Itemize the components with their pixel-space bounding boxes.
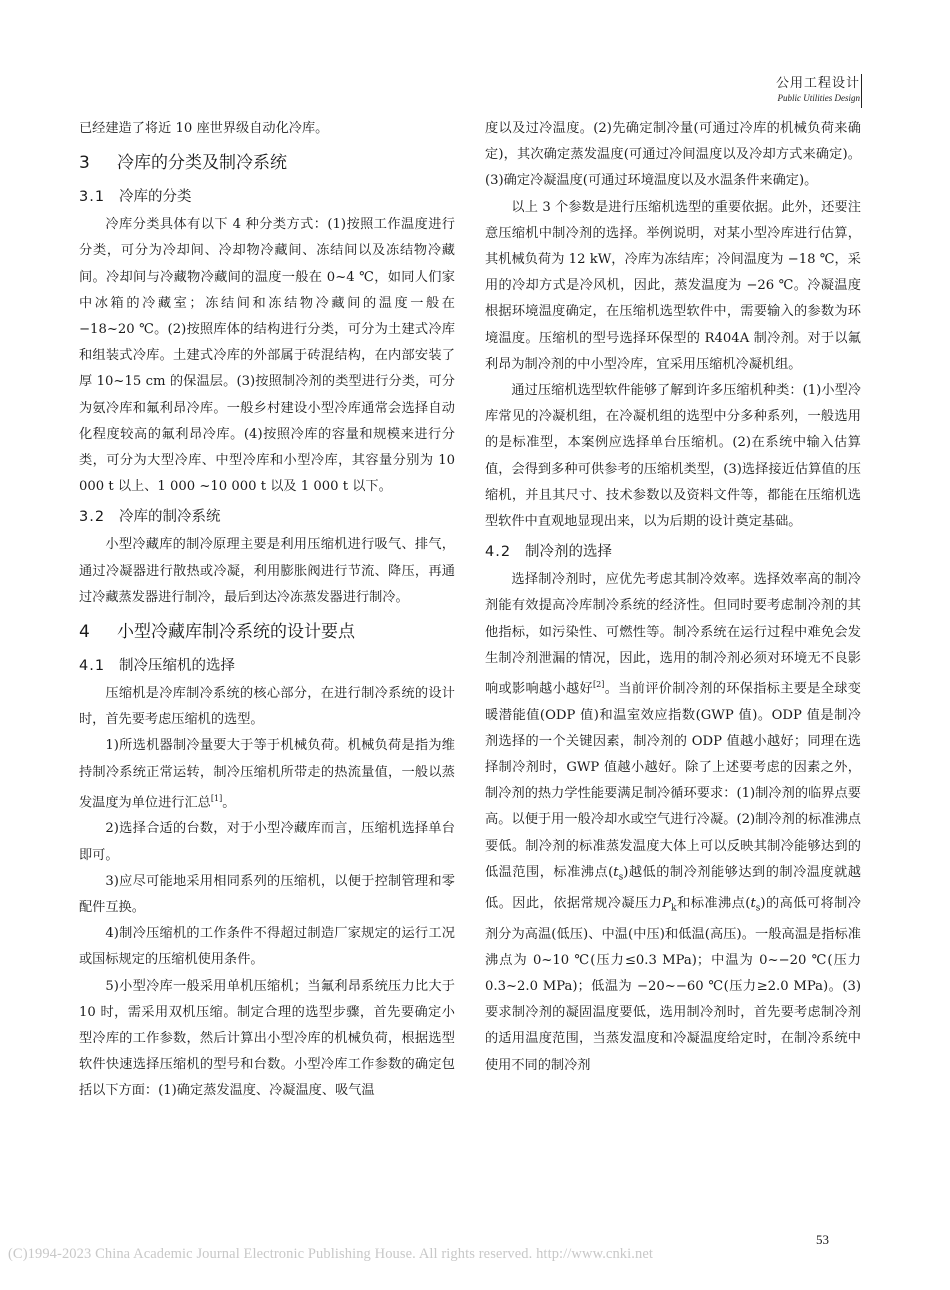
section-title: 制冷剂的选择 bbox=[525, 544, 612, 561]
paragraph bbox=[79, 733, 455, 816]
section-3-heading bbox=[79, 148, 455, 178]
citation-ref: [1] bbox=[210, 793, 223, 803]
section-4-1-heading bbox=[79, 651, 455, 681]
paragraph: 已经建造了将近 10 座世界级自动化冷库。 bbox=[79, 121, 329, 136]
section-4-heading bbox=[79, 617, 455, 647]
text-run: 选择制冷剂时，应优先考虑其制冷效率。选择效率高的制冷剂能有效提高冷库制冷系统的经济性。但同时要考虑制冷剂的其他指标，如污染性、可燃性等。制冷系统在运行过程中难免会发生制冷剂泄漏的情况，因此，选用的制冷剂必须对环境无不良影响或影响越小越好 bbox=[485, 572, 861, 697]
journal-title-en: Public Utilities Design bbox=[777, 93, 860, 103]
section-3-1-heading bbox=[79, 182, 455, 212]
journal-header bbox=[776, 76, 860, 105]
paragraph: 5)小型冷库一般采用单机压缩机；当氟利昂系统压力比大于 10 时，需采用双机压缩。制定合理的选型步骤，首先要确定小型冷库的工作参数，然后计算出小型冷库的机械负荷，根据选型软件快速选择压缩机的型号和台数。小型冷库工作参数的确定包括以下方面：(1)确定蒸发温度、冷凝温度、吸气温 bbox=[79, 978, 455, 1099]
paragraph: 小型冷藏库的制冷原理主要是利用压缩机进行吸气、排气，通过冷凝器进行散热或冷凝，利用膨胀阀进行节流、降压，再通过冷藏蒸发器进行制冷，最后到达冷冻蒸发器进行制冷。 bbox=[79, 537, 455, 605]
section-title: 冷库的分类 bbox=[119, 189, 192, 206]
paragraph: 度以及过冷温度。(2)先确定制冷量(可通过冷库的机械负荷来确定)，其次确定蒸发温度(可通过冷间温度以及冷却方式来确定)。(3)确定冷凝温度(可通过环境温度以及水温条件来确定)。 bbox=[485, 121, 861, 189]
section-number: 4.2 bbox=[485, 544, 512, 561]
section-number: 3.2 bbox=[79, 509, 106, 526]
paragraph: 2)选择合适的台数，对于小型冷藏库而言，压缩机选择单台即可。 bbox=[79, 821, 455, 863]
symbol-subscript: s bbox=[618, 872, 624, 883]
paragraph: 3)应尽可能地采用相同系列的压缩机，以便于控制管理和零配件互换。 bbox=[79, 873, 455, 916]
section-title: 冷库的制冷系统 bbox=[119, 509, 221, 526]
journal-title-cn: 公用工程设计 bbox=[775, 76, 860, 91]
paragraph: 冷库分类具体有以下 4 种分类方式：(1)按照工作温度进行分类，可分为冷却间、冷却物冷藏间、冻结间以及冻结物冷藏间。冷却间与冷藏物冷藏间的温度一般在 0~4 ℃，如同人们家中冰箱的冷藏室；冻结间和冻结物冷藏间的温度一般在 −18~20 ℃。(2)按照库体的结构进行分类，可分为土建式冷库和组装式冷库。土建式冷库的外部属于砖混结构，在内部安装了厚 10~15 cm 的保温层。(3)按照制冷剂的类型进行分类，可分为氨冷库和氟利昂冷库。一般乡村建设小型冷库通常会选择自动化程度较高的氟利昂冷库。(4)按照冷库的容量和规模来进行分类，可分为大型冷库、中型冷库和小型冷库，其容量分别为 10 000 t 以上、1 000 ~10 000 t 以及 1 000 t 以下。 bbox=[79, 217, 455, 495]
section-number: 3 bbox=[79, 153, 90, 174]
section-number: 4 bbox=[79, 622, 90, 643]
paragraph: 以上 3 个参数是进行压缩机选型的重要依据。此外，还要注意压缩机中制冷剂的选择。举例说明，对某小型冷库进行估算，其机械负荷为 12 kW，冷库为冻结库；冷间温度为 −18 ℃，采用的冷却方式是冷风机，因此，蒸发温度为 −26 ℃。冷凝温度根据环境温度确定，在压缩机选型软件中，需要输入的参数为环境温度。压缩机的型号选择环保型的 R404A 制冷剂。对于以氟利昂为制冷剂的中小型冷库，宜采用压缩机冷凝机组。 bbox=[485, 199, 861, 372]
page-number: 53 bbox=[816, 1232, 829, 1247]
text-run: 。当前评价制冷剂的环保指标主要是全球变暖潜能值(ODP 值)和温室效应指数(GWP 值)。ODP 值是制冷剂选择的一个关键因素，制冷剂的 ODP 值越小越好；同理在选择制冷剂时，GWP 值越小越好。除了上述要考虑的因素之外，制冷剂的热力学性能要满足制冷循环要求：(1)制冷剂的临界点要高。以便于用一般冷却水或空气进行冷凝。(2)制冷剂的标准沸点要低。制冷剂的标准蒸发温度大体上可以反映其制冷能够达到的低温范围，标准沸点( bbox=[485, 681, 861, 880]
copyright-watermark: (C)1994-2023 China Academic Journal Electronic Publishing House. All rights reserved. http://www.cnki.net bbox=[8, 1246, 654, 1262]
section-3-2-heading bbox=[79, 502, 455, 532]
paragraph: 4)制冷压缩机的工作条件不得超过制造厂家规定的运行工况或国标规定的压缩机使用条件。 bbox=[79, 926, 455, 968]
section-number: 4.1 bbox=[79, 658, 106, 675]
left-column bbox=[79, 116, 455, 1105]
section-number: 3.1 bbox=[79, 189, 106, 206]
text-run: )的高低可将制冷剂分为高温(低压)、中温(中压)和低温(高压)。一般高温是指标准沸点为 0~10 ℃(压力≤0.3 MPa)；中温为 0~−20 ℃(压力 0.3~2.0 MPa)；低温为 −20~−60 ℃(压力≥2.0 MPa)。(3)要求制冷剂的凝固温度要低，选用制冷剂时，首先要考虑制冷剂的适用温度范围，当蒸发温度和冷凝温度给定时，在制冷系统中使用不同的制冷剂 bbox=[485, 895, 861, 1073]
paragraph: 通过压缩机选型软件能够了解到许多压缩机种类：(1)小型冷库常见的冷凝机组，在冷凝机组的选型中分多种系列，一般选用的是标准型，本案例应选择单台压缩机。(2)在系统中输入估算值，会得到多种可供参考的压缩机类型，(3)选择接近估算值的压缩机，并且其尺寸、技术参数以及资料文件等，都能在压缩机选型软件中直观地显现出来，以为后期的设计奠定基础。 bbox=[485, 383, 861, 530]
symbol-p: P bbox=[662, 895, 672, 911]
text-run: 1)所选机器制冷量要大于等于机械负荷。机械负荷是指为维持制冷系统正常运转，制冷压缩机所带走的热流量值，一般以蒸发温度为单位进行汇总 bbox=[79, 738, 455, 811]
section-title: 制冷压缩机的选择 bbox=[119, 658, 235, 675]
section-4-2-heading bbox=[485, 537, 861, 567]
symbol-t: t bbox=[750, 895, 756, 911]
symbol-subscript: k bbox=[671, 903, 677, 914]
section-title: 小型冷藏库制冷系统的设计要点 bbox=[117, 622, 355, 643]
text-run: 。 bbox=[222, 795, 236, 811]
right-column bbox=[485, 116, 861, 1079]
header-divider bbox=[861, 74, 862, 108]
symbol-subscript: s bbox=[755, 903, 761, 914]
text-run: )越低的制冷剂能够达到的制冷温度就越低。因此，依据常规冷凝压力 bbox=[485, 864, 861, 911]
symbol-t: t bbox=[613, 864, 619, 880]
section-title: 冷库的分类及制冷系统 bbox=[117, 153, 287, 174]
paragraph: 压缩机是冷库制冷系统的核心部分，在进行制冷系统的设计时，首先要考虑压缩机的选型。 bbox=[79, 686, 455, 728]
citation-ref: [2] bbox=[593, 680, 605, 690]
text-run: 和标准沸点( bbox=[676, 895, 751, 911]
paragraph bbox=[485, 567, 861, 1079]
